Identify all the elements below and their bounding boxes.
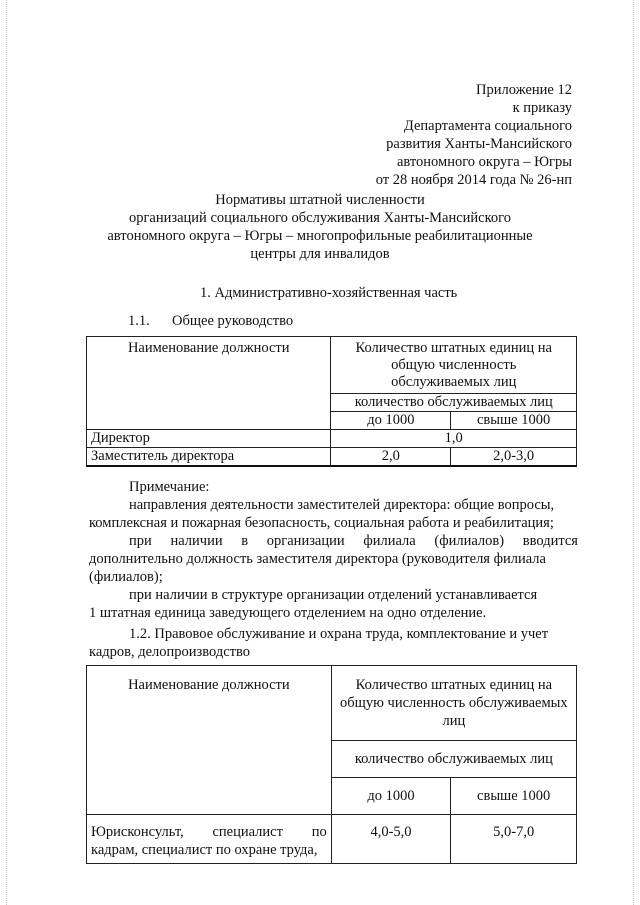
subsection-title: Общее руководство [172, 313, 294, 329]
row-word: по [311, 824, 327, 840]
table2-col2-header [331, 666, 576, 741]
appendix-line: Приложение 12 [476, 82, 572, 98]
title-line: Нормативы штатной численности [215, 192, 425, 208]
table1-col1-header: Наименование должности [87, 337, 331, 430]
note-word: филиала [363, 533, 416, 549]
header-line: Количество штатных единиц на [355, 677, 553, 693]
note-block [89, 479, 578, 623]
note-heading: Примечание: [129, 479, 210, 495]
note-text-line: (филиалов); [89, 569, 163, 585]
note-justified-line [89, 533, 578, 551]
table1-row-low-value: 2,0 [331, 448, 451, 467]
appendix-line: от 28 ноября 2014 года № 26-нп [375, 172, 572, 188]
table2-range-low: до 1000 [331, 778, 451, 815]
appendix-line: Департамента социального [403, 118, 572, 134]
note-text-line: комплексная и пожарная безопасность, социальная работа и реабилитация; [89, 515, 554, 531]
table1-range-low: до 1000 [331, 412, 451, 430]
table2-row-name [87, 815, 332, 864]
subsection-number: 1.1. [128, 313, 150, 329]
note-text-line: 1 штатная единица заведующего отделением на одно отделение. [89, 605, 487, 621]
header-line: общую численность обслуживаемых [340, 695, 568, 711]
section-1-2-line: кадров, делопроизводство [89, 644, 251, 660]
note-word: (филиалов) [434, 533, 505, 549]
table1-range-high: свыше 1000 [451, 412, 577, 430]
header-line: обслуживаемых лиц [391, 374, 517, 390]
table2-row-low-value: 4,0-5,0 [331, 815, 451, 864]
table2-range-high: свыше 1000 [451, 778, 577, 815]
note-text-line: дополнительно должность заместителя директора (руководителя филиала [89, 551, 546, 567]
table1-row-high-value: 2,0-3,0 [451, 448, 577, 467]
header-line: Количество штатных единиц на [355, 340, 552, 356]
title-line: организаций социального обслуживания Ханты-Мансийского [128, 210, 512, 226]
document-title [60, 192, 580, 264]
appendix-line: развития Ханты-Мансийского [386, 136, 572, 152]
table1-subheader: количество обслуживаемых лиц [331, 394, 577, 412]
table2-col1-header: Наименование должности [87, 666, 332, 815]
table2-row-high-value: 5,0-7,0 [451, 815, 577, 864]
note-text-line: направления деятельности заместителей директора: общие вопросы, [129, 497, 555, 513]
table1-row-name: Заместитель директора [87, 448, 331, 467]
note-word: при [129, 533, 152, 549]
table2-row-name-line [91, 823, 327, 841]
staffing-table-legal-hr [86, 665, 577, 864]
appendix-block [376, 82, 572, 190]
staffing-table-general-management [86, 336, 577, 467]
table1-row-name: Директор [87, 430, 331, 448]
table1-row-merged-value: 1,0 [331, 430, 577, 448]
header-line: лиц [442, 713, 466, 729]
note-word: организации [266, 533, 345, 549]
appendix-line: к приказу [512, 100, 572, 116]
row-word: Юрисконсульт, [91, 824, 184, 840]
note-word: наличии [170, 533, 223, 549]
note-word: вводится [522, 533, 578, 549]
section-1-heading: 1. Административно-хозяйственная часть [200, 285, 458, 301]
header-line: общую численность [391, 357, 517, 373]
appendix-line: автономного округа – Югры [396, 154, 572, 170]
table2-row-name-line: кадрам, специалист по охране труда, [91, 842, 318, 858]
title-line: центры для инвалидов [250, 246, 390, 262]
note-word: в [241, 533, 249, 549]
page-edge-left [6, 0, 7, 905]
title-line: автономного округа – Югры – многопрофильные реабилитационные [107, 228, 533, 244]
row-word: специалист [212, 824, 283, 840]
table1-col2-header [331, 337, 577, 394]
note-text-line: при наличии в структуре организации отделений устанавливается [129, 587, 538, 603]
section-1-2-heading [89, 626, 578, 662]
page-edge-right [633, 0, 634, 905]
subsection-1-1-heading [128, 313, 293, 330]
section-1-2-line: 1.2. Правовое обслуживание и охрана труда, комплектование и учет [129, 626, 549, 642]
table2-subheader: количество обслуживаемых лиц [331, 741, 576, 778]
